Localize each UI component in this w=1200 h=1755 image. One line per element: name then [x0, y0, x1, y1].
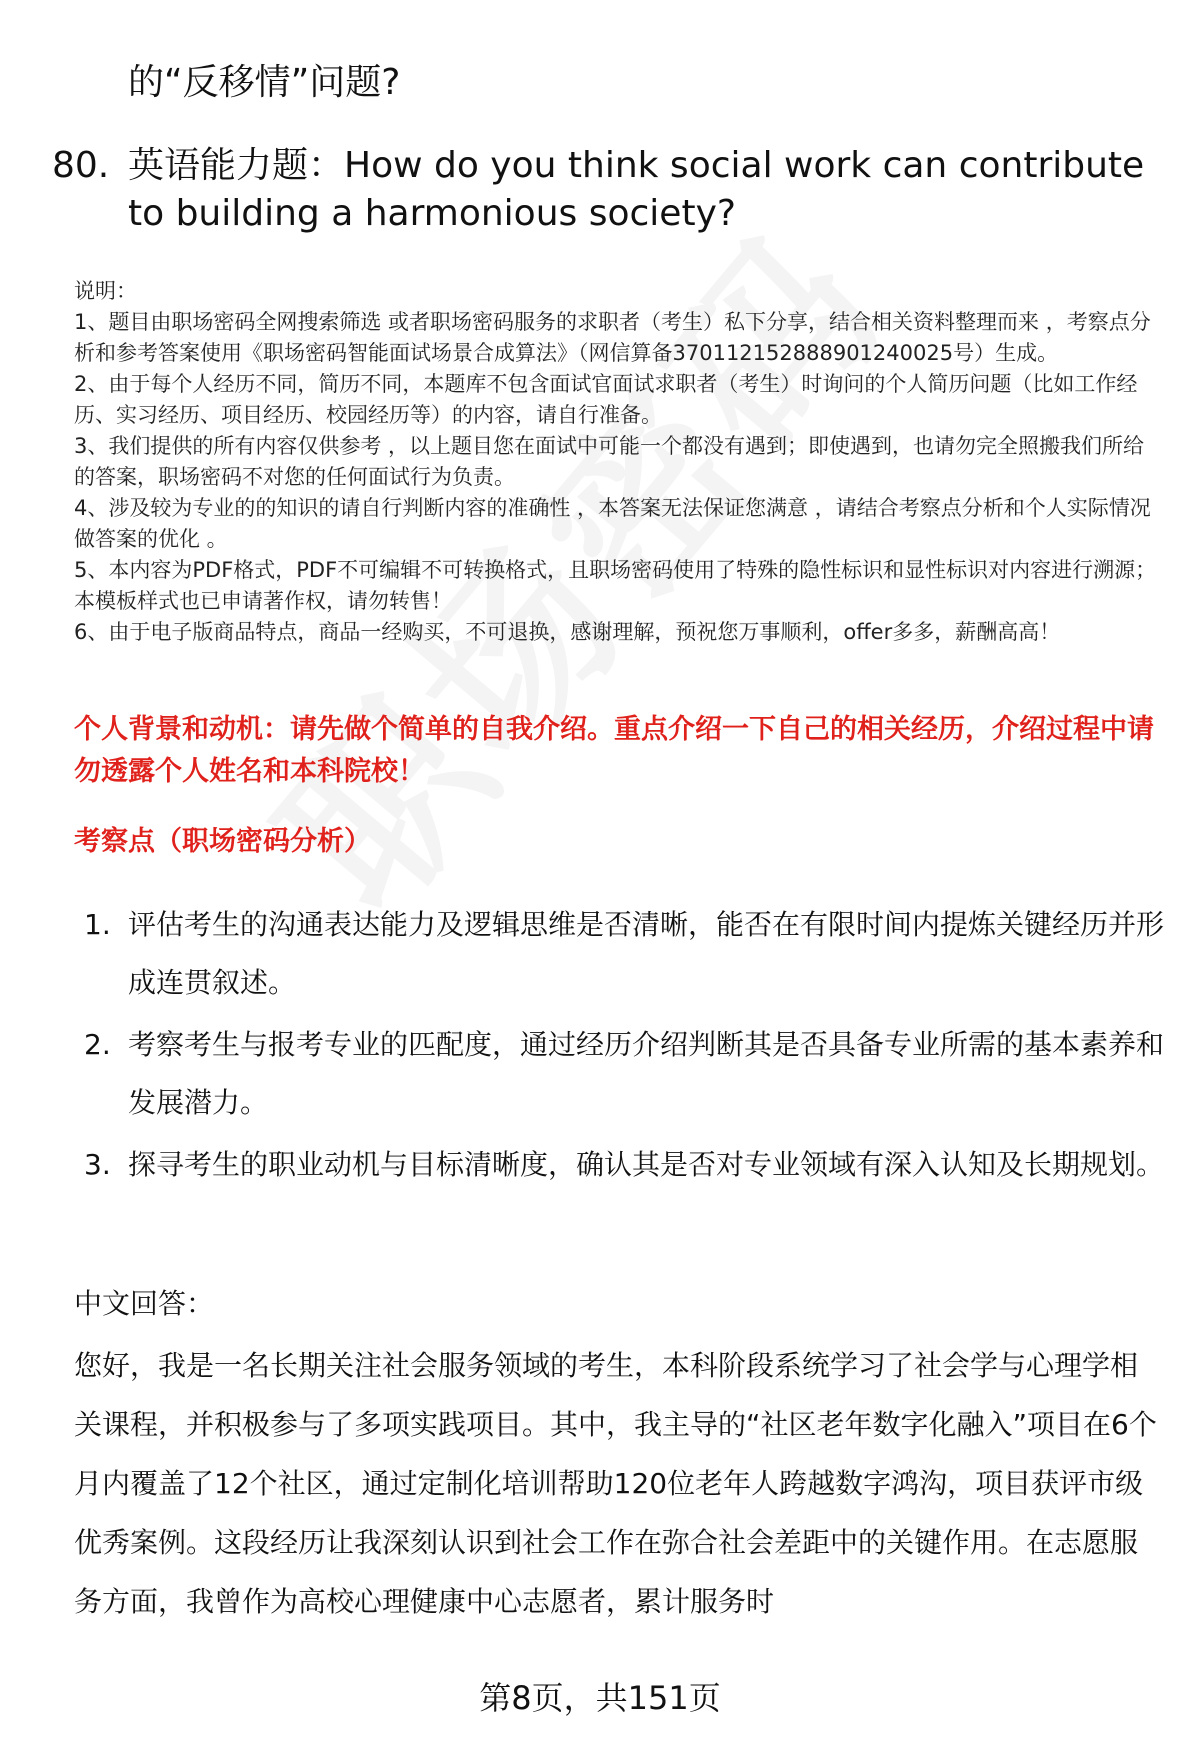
- page-number: 第8页，共151页: [479, 1679, 721, 1717]
- note-item: 4、涉及较为专业的的知识的请自行判断内容的准确性 ，本答案无法保证您满意 ，请结合考察点分析和个人实际情况做答案的优化 。: [74, 496, 1151, 551]
- analysis-points: [84, 896, 1164, 1198]
- answer-label: 中文回答：: [74, 1287, 215, 1320]
- question-text: 英语能力题：How do you think social work can contribute to building a harmonious society?: [128, 145, 1145, 234]
- list-item-text: 考察考生与报考专业的匹配度，通过经历介绍判断其是否具备专业所需的基本素养和发展潜力。: [128, 1028, 1165, 1119]
- list-item-text: 探寻考生的职业动机与目标清晰度，确认其是否对专业领域有深入认知及长期规划。: [128, 1148, 1165, 1181]
- note-item: 2、由于每个人经历不同，简历不同，本题库不包含面试官面试求职者（考生）时询问的个人简历问题（比如工作经历、实习经历、项目经历、校园经历等）的内容，请自行准备。: [74, 372, 1138, 427]
- note-item: 5、本内容为PDF格式，PDF不可编辑不可转换格式，且职场密码使用了特殊的隐性标识和显性标识对内容进行溯源；本模板样式也已申请著作权，请勿转售！: [74, 558, 1157, 613]
- notes-section: [74, 276, 1164, 648]
- note-item: 3、我们提供的所有内容仅供参考 ，以上题目您在面试中可能一个都没有遇到；即使遇到，也请勿完全照搬我们所给的答案，职场密码不对您的任何面试行为负责。: [74, 434, 1145, 489]
- answer-text: 您好，我是一名长期关注社会服务领域的考生，本科阶段系统学习了社会学与心理学相关课程，并积极参与了多项实践项目。其中，我主导的“社区老年数字化融入”项目在6个月内覆盖了12个社区，通过定制化培训帮助120位老年人跨越数字鸿沟，项目获评市级优秀案例。这段经历让我深刻认识到社会工作在弥合社会差距中的关键作用。在志愿服务方面，我曾作为高校心理健康中心志愿者，累计服务时: [74, 1349, 1157, 1618]
- question-title: 个人背景和动机：请先做个简单的自我介绍。重点介绍一下自己的相关经历，介绍过程中请勿透露个人姓名和本科院校！: [74, 714, 1154, 787]
- list-item-number: 2.: [84, 1028, 111, 1061]
- question-number: 80.: [52, 145, 110, 186]
- list-item-number: 3.: [84, 1148, 111, 1181]
- question-continuation: 的“反移情”问题?: [128, 62, 401, 103]
- list-item-text: 评估考生的沟通表达能力及逻辑思维是否清晰，能否在有限时间内提炼关键经历并形成连贯叙述。: [128, 908, 1165, 999]
- list-item: [84, 1136, 1164, 1194]
- list-item: [84, 896, 1164, 1012]
- list-item-number: 1.: [84, 908, 111, 941]
- analysis-heading: 考察点（职场密码分析）: [74, 826, 371, 857]
- notes-heading: 说明：: [74, 279, 137, 303]
- question-80: [52, 142, 1162, 238]
- note-item: 6、由于电子版商品特点，商品一经购买，不可退换，感谢理解，预祝您万事顺利，offer多多，薪酬高高！: [74, 620, 1061, 644]
- list-item: [84, 1016, 1164, 1132]
- note-item: 1、题目由职场密码全网搜索筛选 或者职场密码服务的求职者（考生）私下分享，结合相关资料整理而来 ，考察点分析和参考答案使用《职场密码智能面试场景合成算法》（网信算备370112152888901240025号）生成。: [74, 310, 1151, 365]
